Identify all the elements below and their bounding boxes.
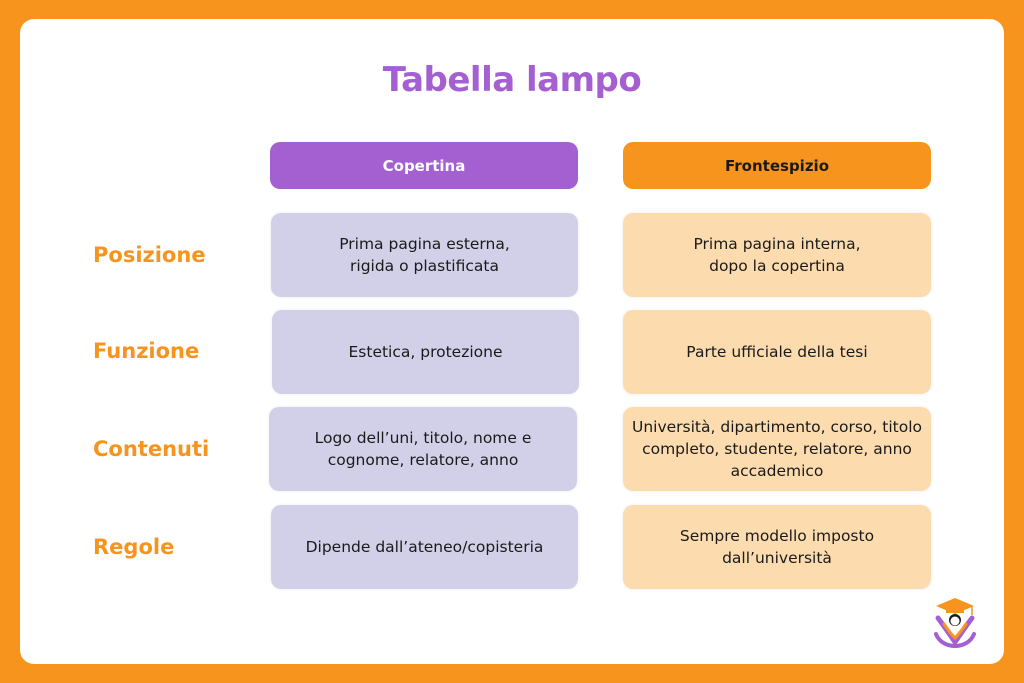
column-header-frontespizio: Frontespizio [623,142,931,189]
cell-copertina-regole: Dipende dall’ateneo/copisteria [271,505,578,589]
row-label-funzione: Funzione [93,339,200,363]
page-title: Tabella lampo [382,60,642,100]
cell-copertina-funzione: Estetica, protezione [272,310,579,394]
row-label-contenuti: Contenuti [93,437,210,461]
cell-frontespizio-contenuti: Università, dipartimento, corso, titolo completo, studente, relatore, anno accademico [623,407,931,491]
graduate-logo-icon [930,596,980,656]
cell-frontespizio-regole: Sempre modello imposto dall’università [623,505,931,589]
cell-frontespizio-funzione: Parte ufficiale della tesi [623,310,931,394]
column-header-copertina: Copertina [270,142,578,189]
row-label-posizione: Posizione [93,243,206,267]
row-label-regole: Regole [93,535,175,559]
cell-copertina-posizione: Prima pagina esterna, rigida o plastificata [271,213,578,297]
cell-copertina-contenuti: Logo dell’uni, titolo, nome e cognome, relatore, anno [269,407,577,491]
cell-frontespizio-posizione: Prima pagina interna, dopo la copertina [623,213,931,297]
